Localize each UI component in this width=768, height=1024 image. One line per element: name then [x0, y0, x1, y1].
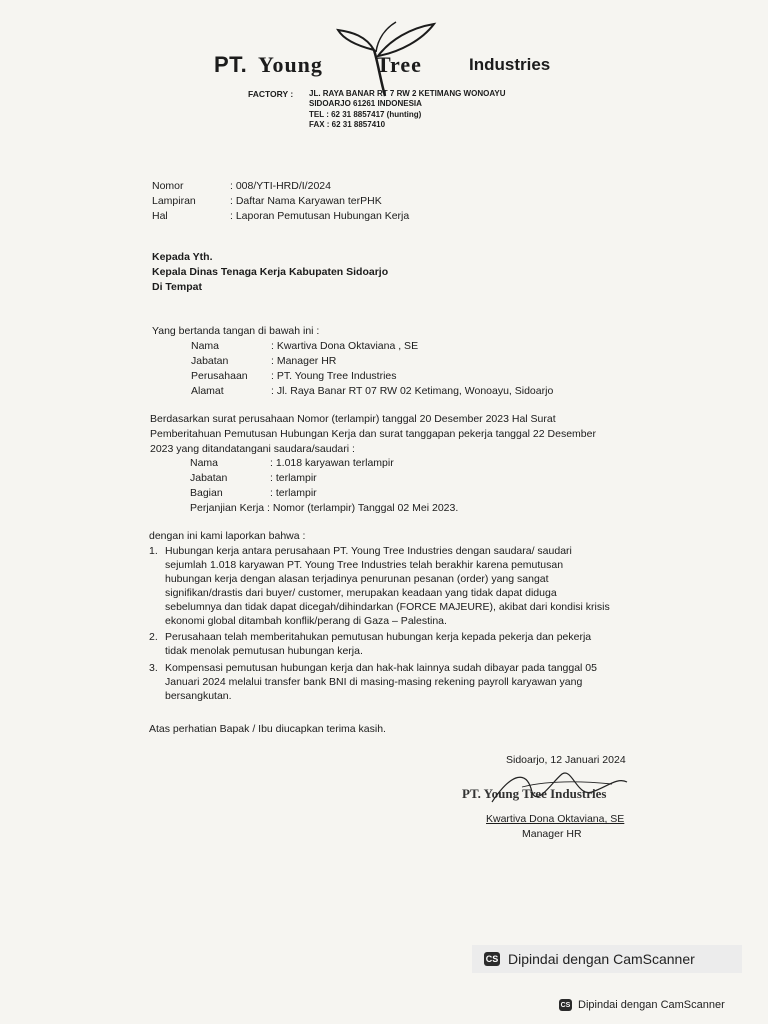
- point-number: 3.: [149, 662, 158, 674]
- signer-name: Kwartiva Dona Oktaviana, SE: [486, 813, 625, 825]
- signer-value: : Kwartiva Dona Oktaviana , SE: [271, 340, 419, 352]
- meta-value: : Daftar Nama Karyawan terPHK: [230, 195, 382, 207]
- factory-label: FACTORY :: [248, 89, 294, 99]
- closing-line: Atas perhatian Bapak / Ibu diucapkan terima kasih.: [149, 723, 386, 735]
- company-prefix: PT.: [214, 52, 248, 77]
- recipient-line: Di Tempat: [152, 281, 202, 293]
- point-line: ekonomi global ditambah konflik/perang di Gaza – Palestina.: [165, 615, 447, 627]
- signer-label: Jabatan: [191, 355, 229, 367]
- worker-value: : terlampir: [270, 472, 317, 484]
- company-suffix: Industries: [469, 55, 551, 74]
- recipient-line: Kepala Dinas Tenaga Kerja Kabupaten Sidoarjo: [152, 266, 389, 278]
- address-line: JL. RAYA BANAR RT 7 RW 2 KETIMANG WONOAYU: [309, 89, 506, 98]
- report-intro: dengan ini kami laporkan bahwa :: [149, 530, 306, 542]
- point-line: signifikan/drastis dari buyer/ customer, merupakan keadaan yang tidak dapat diduga: [165, 587, 557, 599]
- camscanner-text: Dipindai dengan CamScanner: [508, 951, 695, 967]
- basis-line: Berdasarkan surat perusahaan Nomor (terlampir) tanggal 20 Desember 2023 Hal Surat: [150, 413, 556, 425]
- address-line: SIDOARJO 61261 INDONESIA: [309, 99, 422, 108]
- company-stamp: PT. Young Tree Industries: [462, 786, 607, 801]
- worker-value: : terlampir: [270, 487, 317, 499]
- recipient-line: Kepada Yth.: [152, 251, 213, 263]
- camscanner-watermark: [472, 945, 742, 973]
- point-line: sebelumnya dan tidak dapat dicegah/dihindarkan (FORCE MAJEURE), akibat dari kondisi krisis: [165, 601, 610, 613]
- point-line: Kompensasi pemutusan hubungan kerja dan hak-hak lainnya sudah dibayar pada tanggal 05: [165, 662, 597, 674]
- camscanner-watermark-small: [559, 994, 759, 1016]
- point-line: Januari 2024 melalui transfer bank BNI di masing-masing rekening payroll karyawan yang: [165, 676, 583, 688]
- address-line: TEL : 62 31 8857417 (hunting): [309, 110, 422, 119]
- worker-label: Jabatan: [190, 472, 228, 484]
- meta-label: Lampiran: [152, 195, 196, 207]
- signature-scribble-icon: [482, 762, 632, 812]
- camscanner-icon: CS: [485, 954, 499, 964]
- company-name-young: Young: [258, 52, 323, 77]
- point-number: 2.: [149, 631, 158, 643]
- point-line: sejumlah 1.018 karyawan PT. Young Tree Industries telah berakhir karena pemutusan: [165, 559, 564, 571]
- basis-line: Pemberitahuan Pemutusan Hubungan Kerja dan surat tanggapan pekerja tanggal 22 Desember: [150, 428, 596, 440]
- address-line: FAX : 62 31 8857410: [309, 120, 386, 129]
- point-line: bersangkutan.: [165, 690, 232, 702]
- signer-label: Alamat: [191, 385, 224, 397]
- signer-label: Nama: [191, 340, 220, 352]
- point-number: 1.: [149, 545, 158, 557]
- company-name-tree: Tree: [376, 52, 422, 77]
- meta-label: Nomor: [152, 180, 184, 192]
- agreement-line: Perjanjian Kerja : Nomor (terlampir) Tanggal 02 Mei 2023.: [190, 502, 459, 514]
- meta-value: : 008/YTI-HRD/I/2024: [230, 180, 331, 192]
- point-line: tidak menolak pemutusan hubungan kerja.: [165, 645, 363, 657]
- place-date: Sidoarjo, 12 Januari 2024: [506, 754, 626, 766]
- signer-intro: Yang bertanda tangan di bawah ini :: [152, 325, 320, 337]
- point-line: Perusahaan telah memberitahukan pemutusan hubungan kerja kepada pekerja dan pekerja: [165, 631, 592, 643]
- worker-value: : 1.018 karyawan terlampir: [270, 457, 394, 469]
- signer-label: Perusahaan: [191, 370, 248, 382]
- signer-value: : Manager HR: [271, 355, 337, 367]
- signer-title: Manager HR: [522, 828, 582, 840]
- point-line: Hubungan kerja antara perusahaan PT. Young Tree Industries dengan saudara/ saudari: [165, 545, 572, 557]
- worker-label: Nama: [190, 457, 219, 469]
- camscanner-text: Dipindai dengan CamScanner: [578, 999, 725, 1011]
- signer-value: : Jl. Raya Banar RT 07 RW 02 Ketimang, Wonoayu, Sidoarjo: [271, 385, 554, 397]
- meta-label: Hal: [152, 210, 168, 222]
- basis-line: 2023 yang ditandatangani saudara/saudari :: [150, 443, 355, 455]
- worker-label: Bagian: [190, 487, 223, 499]
- signer-value: : PT. Young Tree Industries: [271, 370, 397, 382]
- point-line: hubungan kerja dengan alasan terjadinya penurunan pesanan (order) yang sangat: [165, 573, 549, 585]
- meta-value: : Laporan Pemutusan Hubungan Kerja: [230, 210, 410, 222]
- camscanner-icon: CS: [559, 999, 572, 1011]
